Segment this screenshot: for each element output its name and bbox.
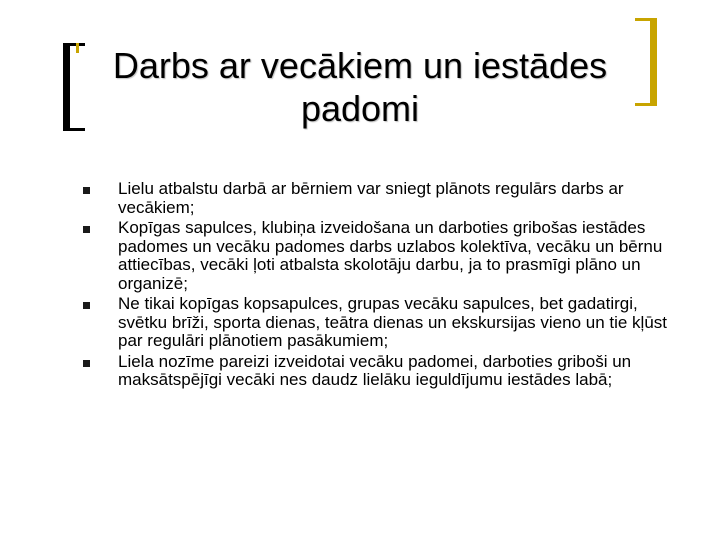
slide-title: Darbs ar vecākiem un iestādes padomi (112, 45, 608, 130)
square-bullet-icon (83, 360, 90, 367)
square-bullet-icon (83, 302, 90, 309)
right-bracket-top-decoration (635, 18, 657, 21)
left-bracket-bottom-decoration (63, 128, 85, 131)
bullet-item (78, 353, 678, 390)
bullet-text: Kopīgas sapulces, klubiņa izveidošana un darboties gribošas iestādes padomes un vecāku padomes darbs uzlabos kolektīva, vecāku un bērnu attiecības, vecāki ļoti atbalsta skolotāju darbu, ja to prasmīgi plāno un organizē; (118, 218, 663, 293)
square-bullet-icon (83, 226, 90, 233)
square-bullet-icon (83, 187, 90, 194)
right-bracket-decoration (650, 18, 657, 106)
right-bracket-bottom-decoration (635, 103, 657, 106)
bullet-text: Lielu atbalstu darbā ar bērniem var sniegt plānots regulārs darbs ar vecākiem; (118, 179, 624, 217)
bullet-text: Ne tikai kopīgas kopsapulces, grupas vecāku sapulces, bet gadatirgi, svētku brīži, sporta dienas, teātra dienas un ekskursijas vieno un tie kļūst par regulāri plānotiem pasākumiem; (118, 294, 668, 350)
bullet-item (78, 180, 678, 217)
bullet-text: Liela nozīme pareizi izveidotai vecāku padomei, darboties griboši un maksātspējīgi vecāki nes daudz lielāku ieguldījumu iestādes labā; (118, 351, 632, 389)
bullet-item (78, 219, 678, 293)
left-bracket-top-decoration (63, 43, 85, 46)
left-bracket-accent-decoration (76, 43, 79, 53)
left-bracket-decoration (63, 43, 70, 131)
bullet-list (78, 180, 678, 392)
bullet-item (78, 295, 678, 351)
